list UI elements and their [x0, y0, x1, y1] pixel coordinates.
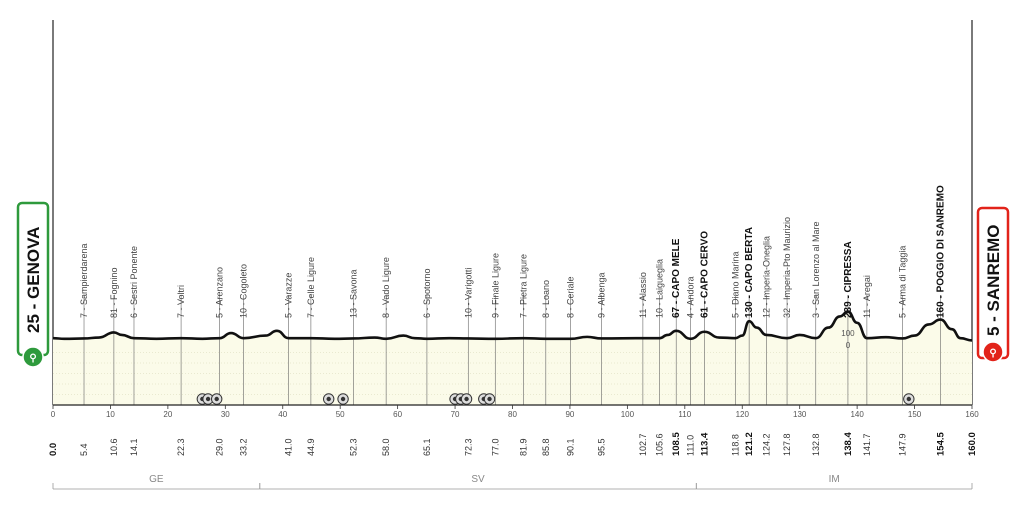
km-distance-label: 147.9: [897, 433, 908, 456]
finish-bike-glyph: ⚲: [989, 348, 997, 359]
x-tick-label: 30: [220, 410, 230, 419]
locality-label: 8 - Ceriale: [565, 276, 576, 318]
route-marker-icon-center: [464, 397, 468, 401]
locality-label: 6 - Sestri Ponente: [128, 245, 139, 318]
x-tick-label: 160: [965, 410, 979, 419]
route-marker-icon-center: [487, 397, 491, 401]
km-distance-label: 154.5: [935, 432, 947, 456]
km-distance-label: 0.0: [48, 442, 59, 456]
locality-label: 5 - Varazze: [283, 272, 294, 318]
x-tick-label: 10: [105, 410, 115, 419]
locality-label: 10 - Laigueglia: [654, 258, 665, 318]
locality-label: 7 - Pietra Ligure: [518, 253, 529, 318]
km-distance-label: 29.0: [214, 438, 225, 456]
route-marker-icon-center: [206, 397, 210, 401]
km-distance-label: 14.1: [128, 438, 139, 456]
km-distance-label: 33.2: [238, 438, 249, 456]
locality-label: 12 - Imperia-Oneglia: [761, 235, 772, 318]
km-distance-label: 138.4: [842, 432, 854, 456]
locality-label: 5 - Diano Marina: [730, 251, 741, 318]
locality-label: 32 - Imperia-Pto Maurizio: [782, 216, 793, 318]
km-distance-label: 44.9: [305, 438, 316, 456]
locality-label: 81 - Fognino: [108, 267, 119, 318]
km-distance-label: 41.0: [283, 438, 294, 456]
km-distance-label: 132.8: [810, 433, 821, 456]
locality-label: 7 - Voltri: [176, 284, 187, 318]
region-label: IM: [828, 474, 840, 485]
route-marker-icon-center: [214, 397, 218, 401]
x-tick-label: 100: [620, 410, 635, 419]
elevation-scale-label-100: 100: [841, 329, 855, 338]
locality-label: 160 - POGGIO DI SANREMO: [935, 185, 947, 318]
km-distance-label: 10.6: [108, 438, 119, 456]
finish-label: 5 - SANREMO: [984, 224, 1003, 336]
km-distance-label: 81.9: [518, 438, 529, 456]
locality-label: 11 - Aregai: [861, 275, 872, 318]
km-distance-label: 141.7: [861, 433, 872, 456]
locality-label: 5 - Arenzano: [214, 266, 225, 318]
locality-label: 3 - San Lorenzo al Mare: [810, 221, 821, 318]
locality-label: 9 - Albenga: [596, 272, 607, 318]
km-distance-label: 58.0: [381, 438, 392, 456]
locality-label: 5 - Arma di Taggia: [897, 245, 908, 318]
km-distance-label: 124.2: [761, 433, 772, 456]
km-distance-label: 22.3: [176, 438, 187, 456]
km-distance-label: 52.3: [348, 438, 359, 456]
x-tick-label: 40: [278, 410, 288, 419]
route-marker-icon-center: [341, 397, 345, 401]
final-marker-icon-center: [907, 397, 911, 401]
km-distance-label: 118.8: [730, 434, 741, 456]
locality-label: 61 - CAPO CERVO: [699, 230, 711, 318]
km-distance-label: 111.0: [685, 434, 696, 456]
km-distance-label: 85.8: [540, 438, 551, 456]
x-tick-label: 60: [393, 410, 403, 419]
km-distance-label: 102.7: [637, 433, 648, 456]
km-distance-label: 95.5: [596, 438, 607, 456]
km-distance-label: 65.1: [421, 438, 432, 456]
locality-label: 8 - Vado Ligure: [381, 257, 392, 318]
km-distance-label: 121.2: [744, 432, 756, 456]
km-distance-label: 105.6: [654, 433, 665, 456]
locality-label: 67 - CAPO MELE: [671, 238, 683, 318]
elevation-scale-label-0: 0: [845, 341, 851, 350]
locality-label: 130 - CAPO BERTA: [744, 227, 756, 318]
region-label: SV: [471, 474, 485, 485]
x-tick-label: 120: [735, 410, 749, 419]
x-tick-label: 80: [508, 410, 517, 419]
locality-label: 13 - Savona: [348, 269, 359, 318]
start-label: 25 - GENOVA: [24, 226, 43, 333]
x-tick-label: 0: [50, 410, 56, 419]
x-tick-label: 110: [678, 410, 692, 419]
x-tick-label: 130: [793, 410, 807, 419]
locality-label: 10 - Varigotti: [463, 267, 474, 318]
x-tick-label: 140: [850, 410, 864, 419]
locality-label: 10 - Cogoleto: [238, 263, 249, 318]
locality-label: 7 - Celle Ligure: [305, 256, 316, 318]
route-marker-icon-center: [327, 397, 331, 401]
locality-label: 8 - Loano: [540, 279, 551, 318]
x-tick-label: 50: [335, 410, 345, 419]
x-tick-label: 20: [163, 410, 173, 419]
locality-label: 11 - Alassio: [637, 272, 648, 318]
locality-label: 6 - Spotorno: [421, 268, 432, 318]
km-distance-label: 108.5: [671, 432, 683, 456]
km-distance-label: 72.3: [463, 438, 474, 456]
km-distance-label: 113.4: [699, 432, 711, 456]
x-tick-label: 150: [907, 410, 922, 419]
region-label: GE: [149, 474, 164, 485]
start-bike-glyph: ⚲: [29, 353, 37, 364]
locality-label: 4 - Andora: [685, 276, 696, 318]
km-distance-label: 127.8: [782, 433, 793, 456]
locality-label: 9 - Finale Ligure: [490, 252, 501, 318]
km-distance-label: 77.0: [490, 438, 501, 456]
km-distance-label: 90.1: [565, 438, 576, 456]
locality-label: 239 - CIPRESSA: [842, 241, 854, 318]
x-tick-label: 90: [565, 410, 575, 419]
profile-area-fill: [53, 312, 972, 405]
x-tick-label: 70: [450, 410, 460, 419]
locality-label: 7 - Sampierdarena: [79, 243, 90, 318]
km-distance-label: 160.0: [967, 432, 978, 456]
km-distance-label: 5.4: [79, 443, 90, 456]
